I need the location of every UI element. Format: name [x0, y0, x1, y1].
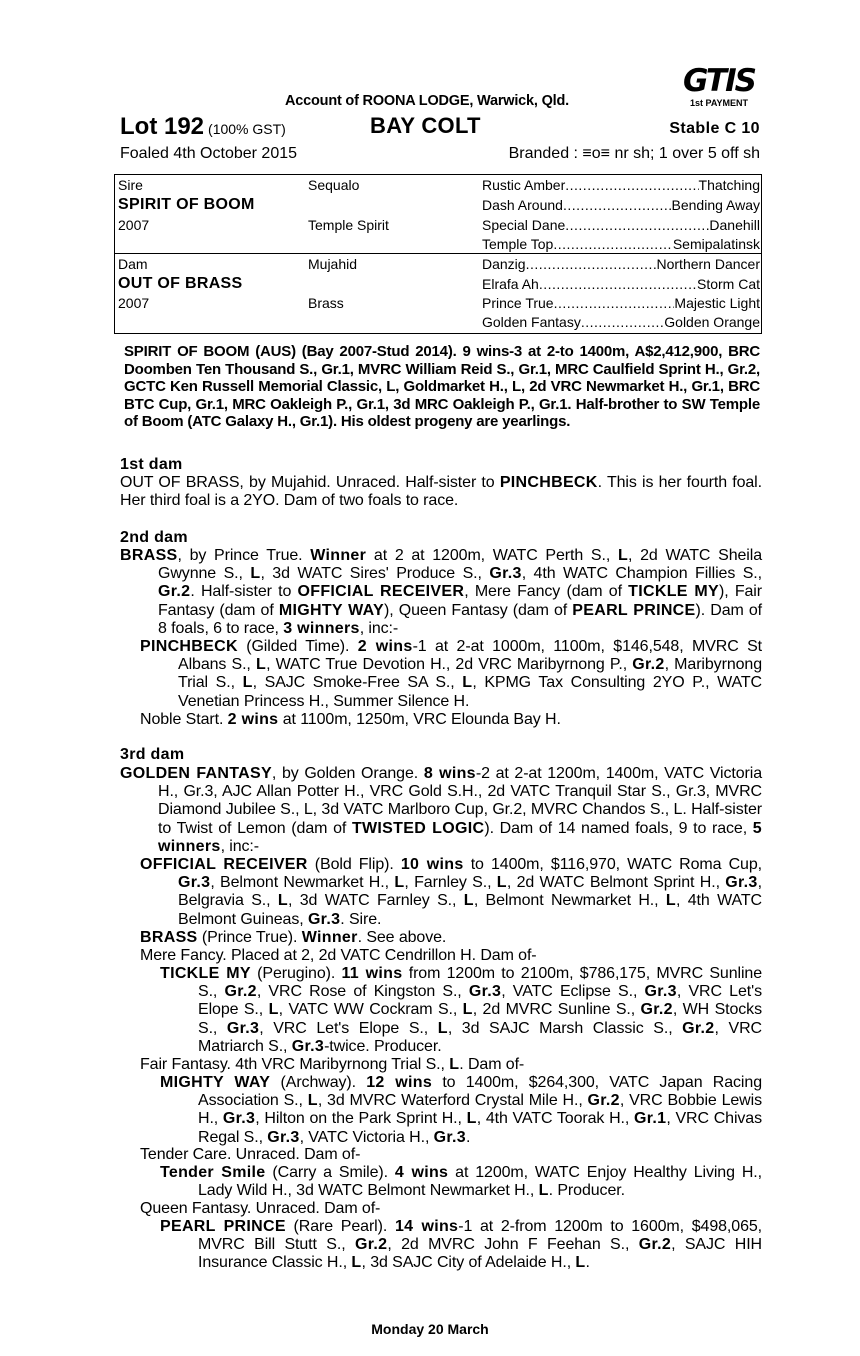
pedigree-divider	[115, 253, 761, 254]
progeny-entry: OFFICIAL RECEIVER (Bold Flip). 10 wins to 1400m, $116,970, WATC Roma Cup, Gr.3, Belmont Newmarket H., L, Farnley S., L, 2d WATC Belmont Sprint H., Gr.3, Belgravia S., L, 3d WATC Farnley S., L, Belmont Newmarket H., L, 4th WATC Belmont Guineas, Gr.3. Sire.	[140, 856, 762, 928]
progeny-entry: Noble Start. 2 wins at 1100m, 1250m, VRC Elounda Bay H.	[140, 711, 561, 728]
gen3-row: Special Dane ..... Danehill	[482, 217, 760, 233]
progeny-entry: Queen Fantasy. Unraced. Dam of-	[140, 1200, 381, 1217]
progeny-entry: PINCHBECK (Gilded Time). 2 wins-1 at 2-at 1000m, 1100m, $146,548, MVRC St Albans S., L, WATC True Devotion H., 2d VRC Maribyrnong P., Gr.2, Maribyrnong Trial S., L, SAJC Smoke-Free SA S., L, KPMG Tax Consulting 2YO P., WATC Venetian Princess H., Summer Silence H.	[140, 638, 763, 710]
sire-label: Sire	[118, 177, 143, 193]
third-dam-heading: 3rd dam	[120, 746, 185, 763]
gen3-row: Prince True ..... Majestic Light	[482, 295, 760, 311]
first-dam-heading: 1st dam	[120, 456, 183, 473]
progeny-entry: PEARL PRINCE (Rare Pearl). 14 wins-1 at 2-from 1200m to 1600m, $498,065, MVRC Bill Stutt S., Gr.2, 2d MVRC John F Feehan S., Gr.2, SAJC HIH Insurance Classic H., L, 3d SAJC City of Adelaide H., L.	[160, 1218, 763, 1272]
first-dam-text: OUT OF BRASS, by Mujahid. Unraced. Half-sister to PINCHBECK. This is her fourth foal. Her third foal is a 2YO. Dam of two foals to race.	[120, 474, 762, 510]
sire-summary: SPIRIT OF BOOM (AUS) (Bay 2007-Stud 2014). 9 wins-3 at 2-to 1400m, A$2,412,900, BRC Doomben Ten Thousand S., Gr.1, MVRC William Reid S., Gr.1, MRC Caulfield Sprint H., Gr.2, GCTC Ken Russell Memorial Classic, L, Goldmarket H., L, 2d VRC Newmarket H., Gr.1, BRC BTC Cup, Gr.1, MRC Oakleigh P., Gr.1, 3d MRC Oakleigh P., Gr.1. Half-brother to SW Temple of Boom (ATC Galaxy H., Gr.1). His oldest progeny are yearlings.	[124, 343, 760, 431]
gen3-row: Temple Top ..... Semipalatinsk	[482, 236, 760, 252]
dam-dam: Brass	[308, 295, 344, 311]
sire-year: 2007	[118, 217, 150, 233]
dam-year: 2007	[118, 295, 150, 311]
lot-number	[120, 113, 286, 141]
pedigree-table	[114, 174, 762, 334]
stable-location: Stable C 10	[669, 120, 760, 137]
dam-sire: Mujahid	[308, 256, 358, 272]
progeny-entry: Mere Fancy. Placed at 2, 2d VATC Cendrillon H. Dam of-	[140, 947, 537, 964]
gen3-row: Dash Around ..... Bending Away	[482, 197, 760, 213]
sire-dam: Temple Spirit	[308, 217, 389, 233]
gen3-row: Golden Fantasy ..... Golden Orange	[482, 314, 760, 330]
horse-description: BAY COLT	[370, 113, 481, 138]
logo-subtitle: 1st PAYMENT	[689, 98, 749, 108]
dam-name: OUT OF BRASS	[118, 275, 243, 292]
progeny-entry: BRASS (Prince True). Winner. See above.	[140, 929, 447, 946]
otis-logo	[678, 63, 760, 108]
progeny-entry: Tender Care. Unraced. Dam of-	[140, 1146, 361, 1163]
progeny-entry: MIGHTY WAY (Archway). 12 wins to 1400m, $264,300, VATC Japan Racing Association S., L, 3d MVRC Waterford Crystal Mile H., Gr.2, VRC Bobbie Lewis H., Gr.3, Hilton on the Park Sprint H., L, 4th VATC Toorak H., Gr.1, VRC Chivas Regal S., Gr.3, VATC Victoria H., Gr.3.	[160, 1074, 763, 1146]
sire-name: SPIRIT OF BOOM	[118, 196, 255, 213]
dam-label: Dam	[118, 256, 148, 272]
progeny-entry: TICKLE MY (Perugino). 11 wins from 1200m to 2100m, $786,175, MVRC Sunline S., Gr.2, VRC Rose of Kingston S., Gr.3, VATC Eclipse S., Gr.3, VRC Let's Elope S., L, VATC WW Cockram S., L, 2d MVRC Sunline S., Gr.2, WH Stocks S., Gr.3, VRC Let's Elope S., L, 3d SAJC Marsh Classic S., Gr.2, VRC Matriarch S., Gr.3-twice. Producer.	[160, 965, 762, 1055]
second-dam-heading: 2nd dam	[120, 529, 188, 546]
sale-date-footer: Monday 20 March	[371, 1321, 489, 1337]
foaled-date: Foaled 4th October 2015	[120, 145, 298, 162]
progeny-entry: Tender Smile (Carry a Smile). 4 wins at 1200m, WATC Enjoy Healthy Living H., Lady Wild H., 3d WATC Belmont Newmarket H., L. Producer.	[160, 1164, 762, 1200]
third-dam-text: GOLDEN FANTASY, by Golden Orange. 8 wins-2 at 2-at 1200m, 1400m, VATC Victoria H., Gr.3, AJC Allan Potter H., VRC Gold S.H., 2d VATC Tranquil Star S., Gr.3, MVRC Diamond Jubilee S., L, 3d VATC Marlboro Cup, Gr.2, MVRC Chandos S., L. Half-sister to Twist of Lemon (dam of TWISTED LOGIC). Dam of 14 named foals, 9 to race, 5 winners, inc:-	[120, 765, 762, 855]
logo-mark: GTIS	[683, 63, 755, 99]
gst-note: (100% GST)	[208, 121, 286, 137]
vendor-account: Account of ROONA LODGE, Warwick, Qld.	[285, 93, 569, 109]
gen3-row: Elrafa Ah ..... Storm Cat	[482, 276, 760, 292]
gen3-row: Rustic Amber ..... Thatching	[482, 177, 760, 193]
sire-sire: Sequalo	[308, 177, 360, 193]
second-dam-text: BRASS, by Prince True. Winner at 2 at 1200m, WATC Perth S., L, 2d WATC Sheila Gwynne S., L, 3d WATC Sires' Produce S., Gr.3, 4th WATC Champion Fillies S., Gr.2. Half-sister to OFFICIAL RECEIVER, Mere Fancy (dam of TICKLE MY), Fair Fantasy (dam of MIGHTY WAY), Queen Fantasy (dam of PEARL PRINCE). Dam of 8 foals, 6 to race, 3 winners, inc:-	[120, 547, 763, 637]
lot-label: Lot 192	[120, 113, 205, 140]
progeny-entry: Fair Fantasy. 4th VRC Maribyrnong Trial S., L. Dam of-	[140, 1056, 525, 1073]
brand-marks: Branded : ≡o≡ nr sh; 1 over 5 off sh	[508, 145, 760, 162]
gen3-row: Danzig ..... Northern Dancer	[482, 256, 760, 272]
